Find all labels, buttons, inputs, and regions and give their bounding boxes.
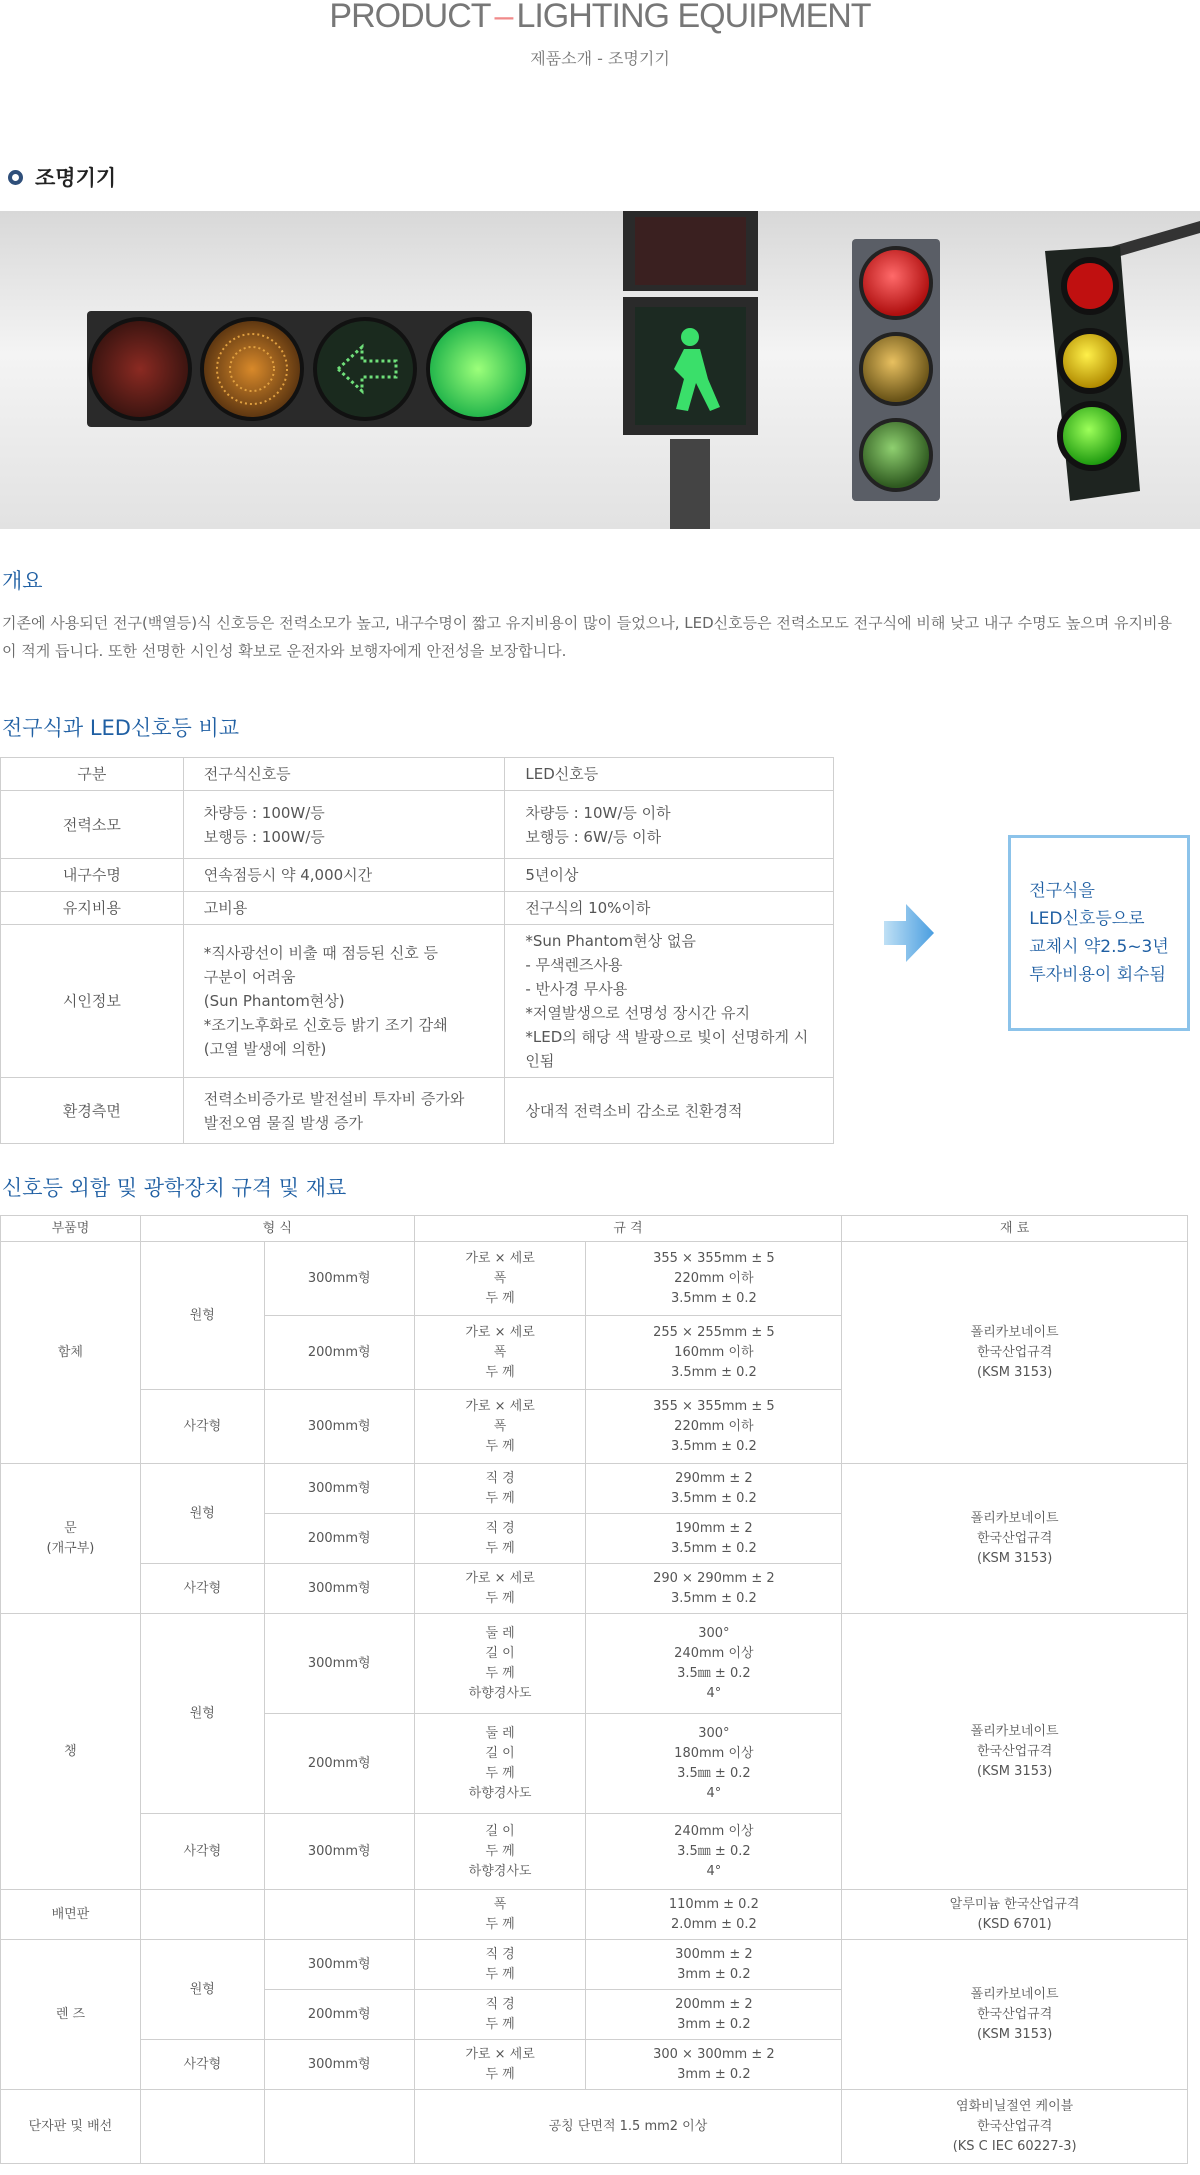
table-header-cell: 형 식: [140, 1216, 414, 1242]
spec-heading: 신호등 외함 및 광학장치 규격 및 재료: [2, 1176, 347, 1200]
table-row: [1, 1614, 1188, 1714]
shape-cell: 원형: [140, 1614, 264, 1814]
payback-callout-box: [1008, 835, 1190, 1031]
comparison-table: [0, 757, 834, 1144]
material-cell: 폴리카보네이트 한국산업규격 (KSM 3153): [842, 1242, 1188, 1464]
page-title: [0, 0, 1200, 35]
shape-cell: 사각형: [140, 1564, 264, 1614]
spec-value-cell: 300° 180mm 이상 3.5㎜ ± 0.2 4°: [586, 1714, 842, 1814]
size-cell: 300mm형: [264, 1242, 414, 1316]
spec-value-cell: 290mm ± 2 3.5mm ± 0.2: [586, 1464, 842, 1514]
table-row: [1, 1890, 1188, 1940]
shape-cell: 원형: [140, 1464, 264, 1564]
breadcrumb: 제품소개 - 조명기기: [530, 49, 670, 68]
table-cell: 연속점등시 약 4,000시간: [183, 859, 505, 892]
spec-value-cell: 300° 240mm 이상 3.5㎜ ± 0.2 4°: [586, 1614, 842, 1714]
table-header-cell: 재 료: [842, 1216, 1188, 1242]
section-heading: [8, 162, 116, 192]
arrow-right-icon: [884, 904, 934, 962]
table-cell: 차량등 : 100W/등 보행등 : 100W/등: [183, 791, 505, 859]
traffic-lights-banner-image: [0, 211, 1200, 529]
table-row: [1, 791, 834, 859]
spec-item-cell: 가로 × 세로 폭 두 께: [414, 1242, 586, 1316]
table-header-row: [1, 1216, 1188, 1242]
material-cell: 폴리카보네이트 한국산업규격 (KSM 3153): [842, 1614, 1188, 1890]
size-cell: 300mm형: [264, 2040, 414, 2090]
spec-item-cell: 길 이 두 께 하향경사도: [414, 1814, 586, 1890]
table-cell: 전력소비증가로 발전설비 투자비 증가와 발전오염 물질 발생 증가: [183, 1078, 505, 1144]
table-row: [1, 1242, 1188, 1316]
shape-cell: 원형: [140, 1940, 264, 2040]
spec-item-cell: 둘 레 길 이 두 께 하향경사도: [414, 1714, 586, 1814]
size-cell: 200mm형: [264, 1514, 414, 1564]
spec-value-cell: 110mm ± 0.2 2.0mm ± 0.2: [586, 1890, 842, 1940]
size-cell: 300mm형: [264, 1564, 414, 1614]
table-row: [1, 1078, 834, 1144]
size-cell: [264, 1890, 414, 1940]
table-header-cell: 전구식신호등: [183, 758, 505, 791]
shape-cell: 사각형: [140, 2040, 264, 2090]
spec-item-cell: 직 경 두 께: [414, 1514, 586, 1564]
part-name-cell: 함체: [1, 1242, 141, 1464]
page-title-main: PRODUCT: [329, 0, 491, 35]
material-cell: 알루미늄 한국산업규격 (KSD 6701): [842, 1890, 1188, 1940]
size-cell: 200mm형: [264, 1714, 414, 1814]
size-cell: 200mm형: [264, 1316, 414, 1390]
table-cell: *직사광선이 비출 때 점등된 신호 등 구분이 어려움 (Sun Phantom현상) *조기노후화로 신호등 밝기 조기 감쇄 (고열 발생에 의한): [183, 925, 505, 1078]
table-row: [1, 1940, 1188, 1990]
table-row: [1, 892, 834, 925]
part-name-cell: 챙: [1, 1614, 141, 1890]
overview-heading: 개요: [2, 569, 43, 593]
part-name-cell: 단자판 및 배선: [1, 2090, 141, 2164]
compare-heading: 전구식과 LED신호등 비교: [2, 716, 240, 740]
table-cell: 전구식의 10%이하: [505, 892, 834, 925]
spec-value-cell: 300mm ± 2 3mm ± 0.2: [586, 1940, 842, 1990]
spec-item-cell: 가로 × 세로 두 께: [414, 1564, 586, 1614]
table-header-cell: 부품명: [1, 1216, 141, 1242]
table-header-row: [1, 758, 834, 791]
bullet-circle-icon: [8, 170, 23, 185]
table-header-cell: LED신호등: [505, 758, 834, 791]
table-cell: 환경측면: [1, 1078, 184, 1144]
part-name-cell: 배면판: [1, 1890, 141, 1940]
table-cell: 고비용: [183, 892, 505, 925]
table-cell: 유지비용: [1, 892, 184, 925]
page-title-sub: LIGHTING EQUIPMENT: [516, 0, 871, 35]
table-row: [1, 1464, 1188, 1514]
shape-cell: 사각형: [140, 1390, 264, 1464]
size-cell: 300mm형: [264, 1940, 414, 1990]
spec-value-cell: 공칭 단면적 1.5 mm2 이상: [414, 2090, 842, 2164]
material-cell: 폴리카보네이트 한국산업규격 (KSM 3153): [842, 1464, 1188, 1614]
size-cell: 300mm형: [264, 1814, 414, 1890]
table-cell: 차량등 : 10W/등 이하 보행등 : 6W/등 이하: [505, 791, 834, 859]
part-name-cell: 문 (개구부): [1, 1464, 141, 1614]
overview-text: 기존에 사용되던 전구(백열등)식 신호등은 전력소모가 높고, 내구수명이 짧고 유지비용이 많이 들었으나, LED신호등은 전력소모도 전구식에 비해 낮고 내구 수명도 높으며 유지비용이 적게 듭니다. 또한 선명한 시인성 확보로 운전자와 보행자에게 안전성을 보장합니다.: [2, 614, 1173, 660]
shape-cell: [140, 1890, 264, 1940]
spec-value-cell: 355 × 355mm ± 5 220mm 이하 3.5mm ± 0.2: [586, 1242, 842, 1316]
table-row: [1, 2090, 1188, 2164]
spec-item-cell: 가로 × 세로 폭 두 께: [414, 1316, 586, 1390]
table-header-cell: 구분: [1, 758, 184, 791]
traffic-lights-illustration: [0, 211, 1200, 529]
table-header-cell: 규 격: [414, 1216, 842, 1242]
size-cell: [264, 2090, 414, 2164]
spec-item-cell: 직 경 두 께: [414, 1464, 586, 1514]
table-cell: 시인정보: [1, 925, 184, 1078]
spec-item-cell: 직 경 두 께: [414, 1990, 586, 2040]
size-cell: 300mm형: [264, 1614, 414, 1714]
table-cell: 전력소모: [1, 791, 184, 859]
section-title: 조명기기: [35, 166, 117, 190]
spec-value-cell: 300 × 300mm ± 2 3mm ± 0.2: [586, 2040, 842, 2090]
part-name-cell: 렌 즈: [1, 1940, 141, 2090]
size-cell: 300mm형: [264, 1464, 414, 1514]
shape-cell: [140, 2090, 264, 2164]
table-cell: 5년이상: [505, 859, 834, 892]
shape-cell: 사각형: [140, 1814, 264, 1890]
payback-callout-text: 전구식을 LED신호등으로 교체시 약2.5~3년 투자비용이 회수됨: [1029, 881, 1169, 985]
spec-item-cell: 둘 레 길 이 두 께 하향경사도: [414, 1614, 586, 1714]
table-cell: 상대적 전력소비 감소로 친환경적: [505, 1078, 834, 1144]
table-row: [1, 925, 834, 1078]
spec-value-cell: 255 × 255mm ± 5 160mm 이하 3.5mm ± 0.2: [586, 1316, 842, 1390]
spec-item-cell: 직 경 두 께: [414, 1940, 586, 1990]
spec-item-cell: 폭 두 께: [414, 1890, 586, 1940]
material-cell: 폴리카보네이트 한국산업규격 (KSM 3153): [842, 1940, 1188, 2090]
spec-value-cell: 355 × 355mm ± 5 220mm 이하 3.5mm ± 0.2: [586, 1390, 842, 1464]
size-cell: 200mm형: [264, 1990, 414, 2040]
size-cell: 300mm형: [264, 1390, 414, 1464]
shape-cell: 원형: [140, 1242, 264, 1390]
table-cell: *Sun Phantom현상 없음 - 무색렌즈사용 - 반사경 무사용 *저열발생으로 선명성 장시간 유지 *LED의 해당 색 발광으로 빛이 선명하게 시인됨: [505, 925, 834, 1078]
spec-item-cell: 가로 × 세로 폭 두 께: [414, 1390, 586, 1464]
table-cell: 내구수명: [1, 859, 184, 892]
spec-value-cell: 240mm 이상 3.5㎜ ± 0.2 4°: [586, 1814, 842, 1890]
spec-value-cell: 190mm ± 2 3.5mm ± 0.2: [586, 1514, 842, 1564]
spec-value-cell: 200mm ± 2 3mm ± 0.2: [586, 1990, 842, 2040]
spec-value-cell: 290 × 290mm ± 2 3.5mm ± 0.2: [586, 1564, 842, 1614]
material-cell: 염화비닐절연 케이블 한국산업규격 (KS C IEC 60227-3): [842, 2090, 1188, 2164]
spec-table: [0, 1215, 1188, 2164]
spec-item-cell: 가로 × 세로 두 께: [414, 2040, 586, 2090]
table-row: [1, 859, 834, 892]
page-title-dash: –: [494, 0, 513, 35]
